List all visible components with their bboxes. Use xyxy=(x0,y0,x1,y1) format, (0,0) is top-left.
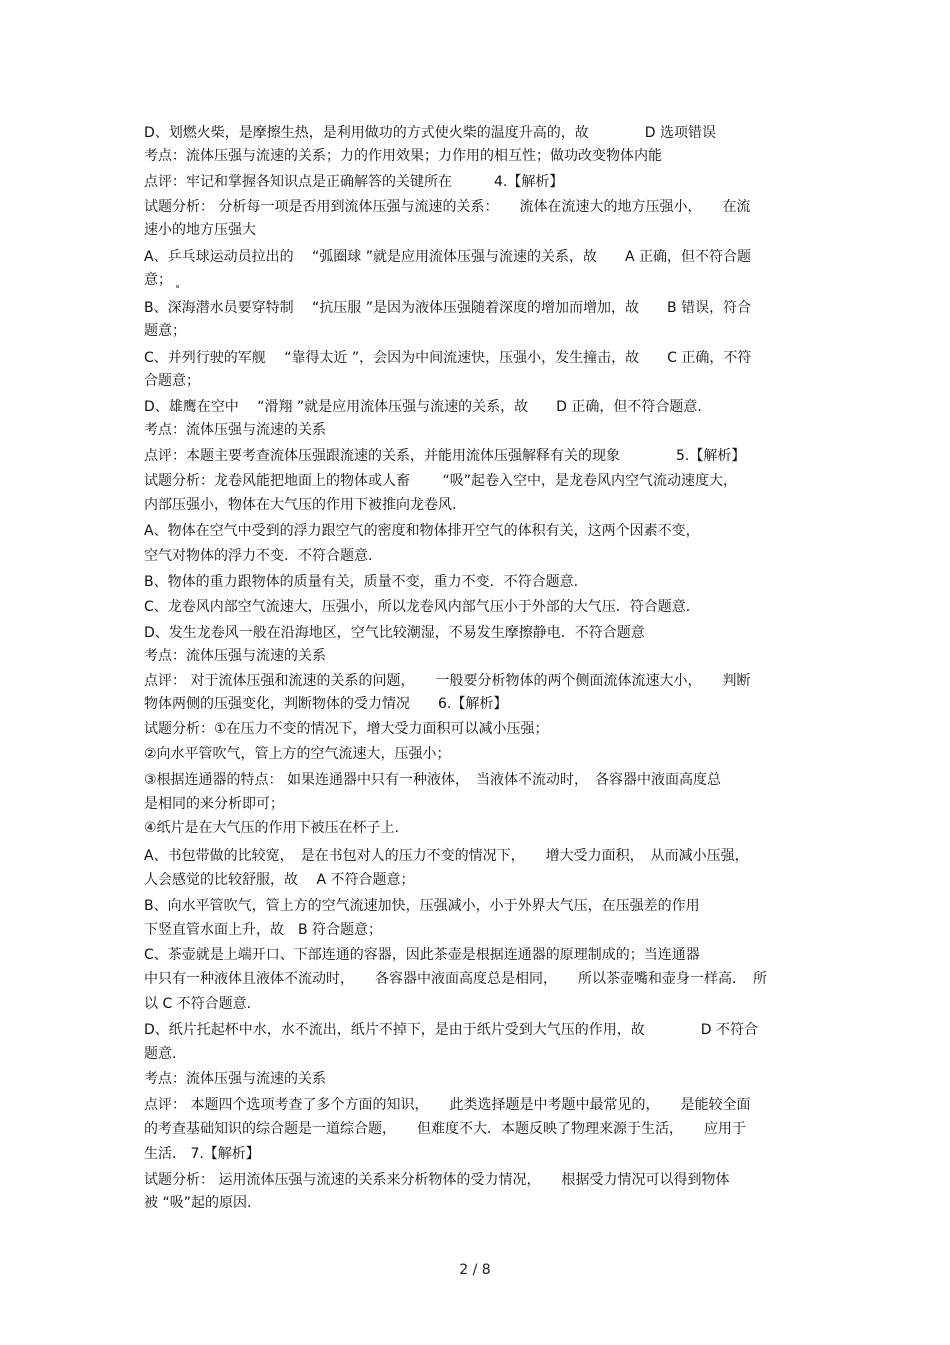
stray-mark xyxy=(176,285,179,288)
text-line: 题意. xyxy=(144,1046,177,1062)
text-line: C、龙卷风内部空气流速大，压强小，所以龙卷风内部气压小于外部的大气压．符合题意. xyxy=(144,599,691,615)
text-line: 试题分析：龙卷风能把地面上的物体或人畜 “吸”起卷入空中，是龙卷风内空气流动速度大， xyxy=(144,473,737,489)
text-line: 意； xyxy=(144,272,172,288)
text-line: ③根据连通器的特点： 如果连通器中只有一种液体， 当液体不流动时， 各容器中液面高度总 xyxy=(144,772,721,788)
text-line: 以 C 不符合题意. xyxy=(144,996,252,1012)
text-line: B、深海潜水员要穿特制 “抗压服 ”是因为液体压强随着深度的增加而增加，故 B 错误，符合 xyxy=(144,300,752,316)
text-line: 点评： 对于流体压强和流速的关系的问题， 一般要分析物体的两个侧面流体流速大小， 判断 xyxy=(144,673,751,689)
text-line: A、书包带做的比较宽， 是在书包对人的压力不变的情况下， 增大受力面积， 从而减小压强， xyxy=(144,848,749,864)
page-number: 2 / 8 xyxy=(459,1262,491,1278)
text-line: 合题意； xyxy=(144,373,200,389)
text-line: ②向水平管吹气，管上方的空气流速大，压强小； xyxy=(144,746,451,762)
text-line: D、划燃火柴，是摩擦生热，是利用做功的方式使火柴的温度升高的，故 D 选项错误 xyxy=(144,125,717,141)
text-line: 速小的地方压强大 xyxy=(144,222,256,238)
text-line: 内部压强小，物体在大气压的作用下被推向龙卷风. xyxy=(144,497,457,513)
text-line: B、物体的重力跟物体的质量有关，质量不变，重力不变．不符合题意. xyxy=(144,574,579,590)
text-line: D、纸片托起杯中水，水不流出，纸片不掉下，是由于纸片受到大气压的作用，故 D 不符合 xyxy=(144,1022,759,1038)
text-line: D、雄鹰在空中 “滑翔 ”就是应用流体压强与流速的关系，故 D 正确，但不符合题意. xyxy=(144,399,702,415)
text-line: 题意； xyxy=(144,323,186,339)
text-line: 试题分析： 运用流体压强与流速的关系来分析物体的受力情况， 根据受力情况可以得到物体 xyxy=(144,1172,730,1188)
text-line: 是相同的来分析即可； xyxy=(144,796,284,812)
text-line: ④纸片是在大气压的作用下被压在杯子上. xyxy=(144,820,399,836)
text-line: B、向水平管吹气，管上方的空气流速加快，压强减小，小于外界大气压，在压强差的作用 xyxy=(144,898,700,914)
text-line: 考点：流体压强与流速的关系 xyxy=(144,422,326,438)
text-line: 考点：流体压强与流速的关系；力的作用效果；力作用的相互性；做功改变物体内能 xyxy=(144,148,662,164)
text-line: 点评：本题主要考查流体压强跟流速的关系，并能用流体压强解释有关的现象 5.【解析】 xyxy=(144,448,746,464)
text-line: C、茶壶就是上端开口、下部连通的容器，因此茶壶是根据连通器的原理制成的；当连通器 xyxy=(144,947,700,963)
text-line: A、物体在空气中受到的浮力跟空气的密度和物体排开空气的体积有关，这两个因素不变， xyxy=(144,523,700,539)
text-line: C、并列行驶的军舰 “靠得太近 ”，会因为中间流速快，压强小，发生撞击，故 C 正确，不符 xyxy=(144,350,752,366)
text-line: 考点：流体压强与流速的关系 xyxy=(144,1071,326,1087)
text-line: 生活． 7.【解析】 xyxy=(144,1146,260,1162)
text-line: 试题分析：①在压力不变的情况下，增大受力面积可以减小压强； xyxy=(144,721,549,737)
text-line: 的考查基础知识的综合题是一道综合题， 但难度不大．本题反映了物理来源于生活， 应用于 xyxy=(144,1121,746,1137)
text-line: 考点：流体压强与流速的关系 xyxy=(144,648,326,664)
text-line: 点评： 本题四个选项考查了多个方面的知识， 此类选择题是中考题中最常见的， 是能较全面 xyxy=(144,1097,751,1113)
text-line: 空气对物体的浮力不变．不符合题意. xyxy=(144,548,373,564)
text-line: 点评：牢记和掌握各知识点是正确解答的关键所在 4.【解析】 xyxy=(144,174,564,190)
text-line: 物体两侧的压强变化，判断物体的受力情况 6.【解析】 xyxy=(144,696,508,712)
text-line: 人会感觉的比较舒服，故 A 不符合题意； xyxy=(144,872,415,888)
text-line: 下竖直管水面上升，故 B 符合题意； xyxy=(144,922,383,938)
text-line: 被 “吸”起的原因. xyxy=(144,1195,252,1211)
text-line: A、乒乓球运动员拉出的 “弧圈球 ”就是应用流体压强与流速的关系，故 A 正确，但不符合题 xyxy=(144,249,752,265)
text-line: 中只有一种液体且液体不流动时， 各容器中液面高度总是相同， 所以茶壶嘴和壶身一样高． 所 xyxy=(144,971,767,987)
text-line: 试题分析： 分析每一项是否用到流体压强与流速的关系： 流体在流速大的地方压强小， 在流 xyxy=(144,199,751,215)
text-line: D、发生龙卷风一般在沿海地区，空气比较潮湿，不易发生摩擦静电．不符合题意 xyxy=(144,625,645,641)
